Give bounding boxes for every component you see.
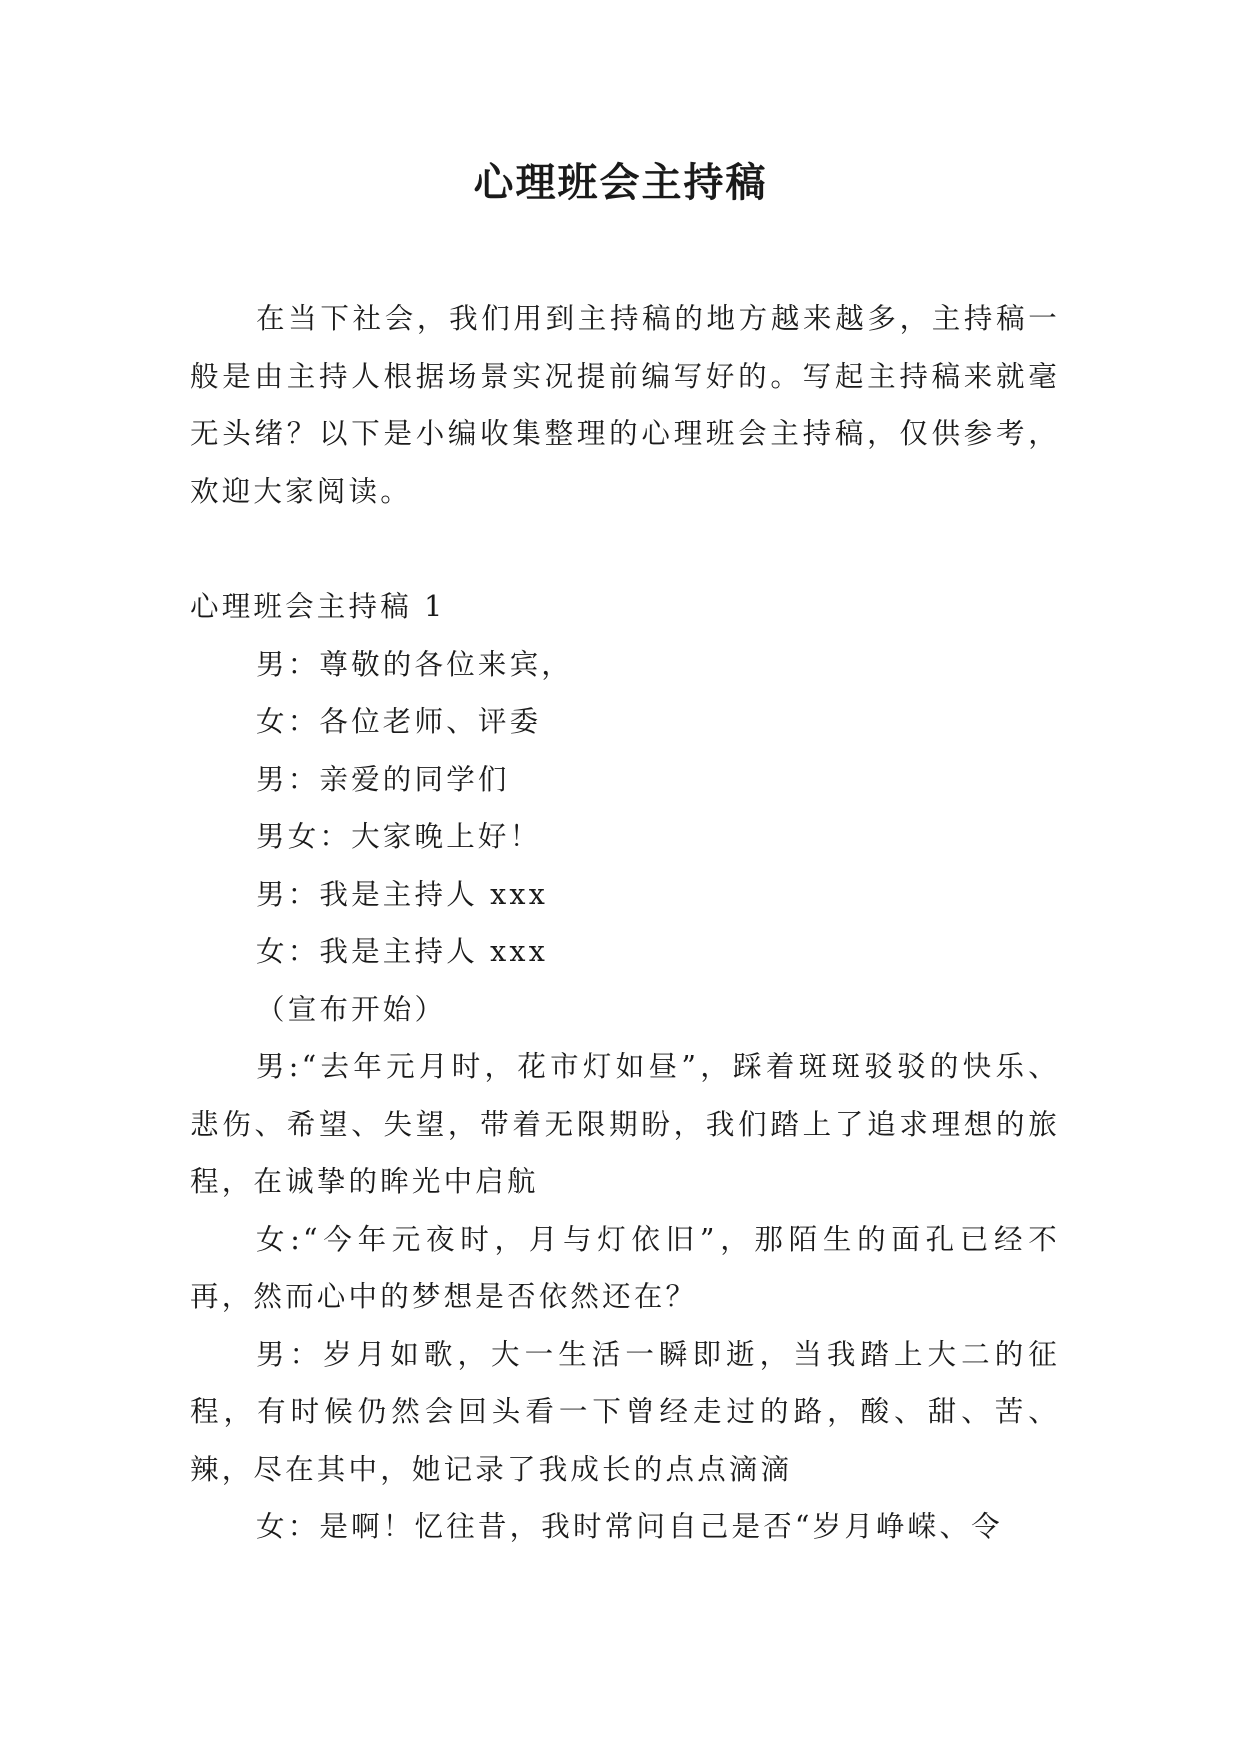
dialogue-line: 男女：大家晚上好！ (256, 820, 542, 853)
stage-direction: （宣布开始） (256, 992, 447, 1026)
dialogue-line: 男：尊敬的各位来宾， (256, 647, 574, 681)
document-body (190, 290, 1060, 1556)
dialogue-paragraph: 女：是啊！忆往昔，我时常问自己是否“岁月峥嵘、令 (256, 1510, 1003, 1543)
dialogue-line: 女：我是主持人 xxx (256, 935, 548, 968)
dialogue-paragraph: 男：岁月如歌，大一生活一瞬即逝，当我踏上大二的征程，有时候仍然会回头看一下曾经走过的路，酸、甜、苦、辣，尽在其中，她记录了我成长的点点滴滴 (190, 1337, 1060, 1486)
dialogue-line: 男：亲爱的同学们 (256, 762, 510, 796)
dialogue-line: 女：各位老师、评委 (256, 705, 542, 738)
section-heading: 心理班会主持稿 1 (190, 590, 446, 623)
dialogue-paragraph: 男:“去年元月时，花市灯如昼”，踩着斑斑驳驳的快乐、悲伤、希望、失望，带着无限期盼，我们踏上了追求理想的旅程，在诚挚的眸光中启航 (190, 1050, 1060, 1198)
document-title: 心理班会主持稿 (473, 160, 768, 206)
intro-paragraph: 在当下社会，我们用到主持稿的地方越来越多，主持稿一般是由主持人根据场景实况提前编写好的。写起主持稿来就毫无头绪？以下是小编收集整理的心理班会主持稿，仅供参考，欢迎大家阅读。 (190, 302, 1060, 508)
dialogue-paragraph: 女:“今年元夜时，月与灯依旧”，那陌生的面孔已经不再，然而心中的梦想是否依然还在？ (190, 1222, 1060, 1313)
paragraph-gap (190, 520, 1060, 578)
dialogue-line: 男：我是主持人 xxx (256, 877, 548, 911)
